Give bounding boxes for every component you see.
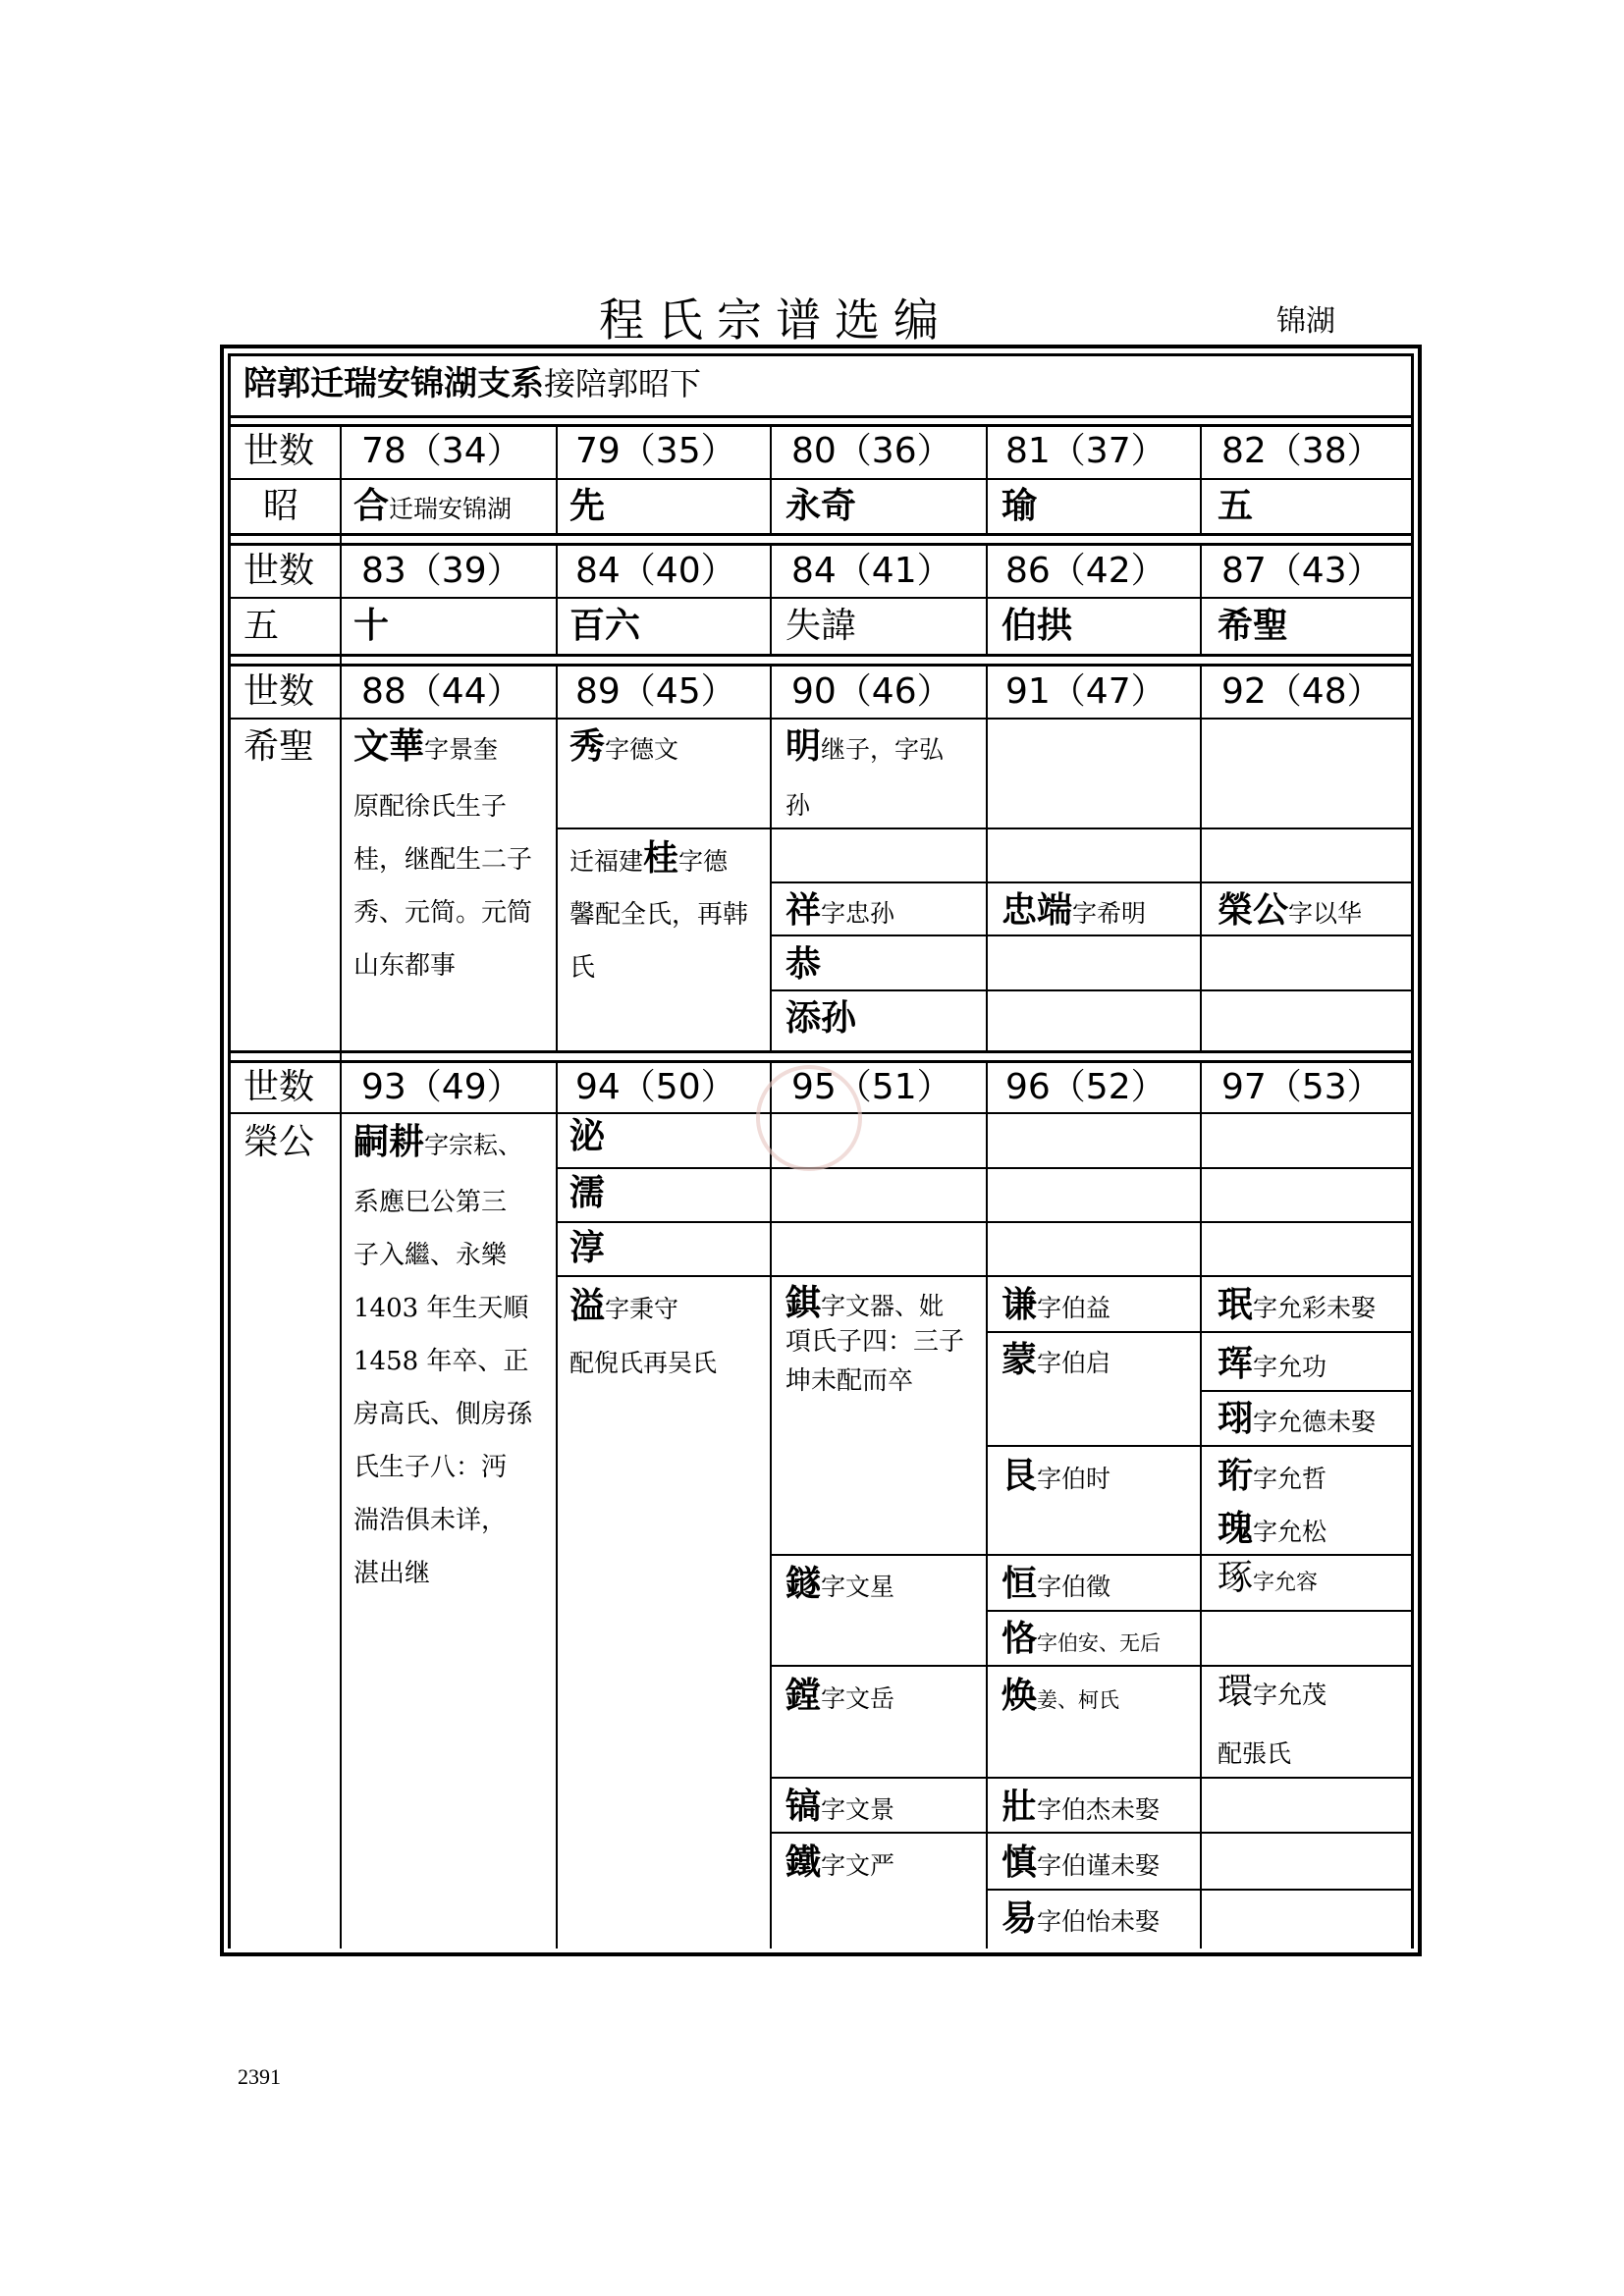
- gen-label: 世数: [244, 671, 315, 712]
- rule: [1200, 664, 1202, 1050]
- rule: [228, 1060, 1414, 1063]
- rule: [1411, 353, 1414, 1949]
- gen-97: 97（53）: [1221, 1067, 1382, 1107]
- rule: [228, 718, 1414, 720]
- rule: [770, 1832, 1414, 1834]
- gen-92: 92（48）: [1221, 671, 1382, 712]
- gen-81: 81（37）: [1005, 431, 1166, 471]
- person-xiu: 秀字德文: [569, 726, 679, 767]
- rule: [556, 543, 558, 654]
- person-tang: 鏜字文岳: [785, 1676, 895, 1716]
- gen-88: 88（44）: [361, 671, 522, 712]
- rule: [228, 533, 1414, 536]
- rule: [228, 597, 1414, 599]
- person-huan2: 環字允茂: [1218, 1672, 1327, 1712]
- region-label: 锦湖: [1276, 304, 1335, 339]
- person-gong: 恭: [785, 944, 822, 985]
- person-chun: 淳: [569, 1228, 606, 1268]
- gen-93: 93（49）: [361, 1067, 522, 1107]
- rule: [556, 1060, 558, 1949]
- person-bogong: 伯拱: [1001, 606, 1073, 646]
- lead-name: 五: [244, 606, 280, 646]
- rule: [770, 1665, 1414, 1667]
- page-title: 程氏宗谱选编: [599, 294, 952, 347]
- person-min: 珉字允彩未娶: [1218, 1285, 1377, 1325]
- rule: [986, 664, 988, 1050]
- person-ming: 明继子，字弘: [785, 726, 945, 767]
- gen-89: 89（45）: [575, 671, 736, 712]
- person-gui: 迁福建桂字德: [569, 838, 729, 879]
- sigeng-note: 系應巳公第三 子入繼、永樂 1403 年生天順 1458 年卒、正 房高氏、側房孫 氏生子八：沔 湍浩俱未详， 湛出继: [353, 1188, 533, 1588]
- person-he: 合迁瑞安锦湖: [353, 486, 513, 526]
- rule: [770, 989, 1414, 991]
- gen-90: 90（46）: [791, 671, 952, 712]
- branch-name: 陪郭迁瑞安锦湖支系: [244, 364, 544, 403]
- rule: [1200, 1060, 1202, 1949]
- rule: [770, 1060, 772, 1949]
- person-heng: 珩字允哲: [1218, 1456, 1327, 1496]
- rule: [770, 1554, 1414, 1556]
- person-xu: 珝字允德未娶: [1218, 1399, 1377, 1439]
- gen-label: 世数: [244, 431, 315, 471]
- person-zhongduan: 忠端字希明: [1001, 890, 1147, 931]
- person-tiansun: 添孙: [785, 998, 857, 1039]
- yi-note: 配倪氏再吴氏: [569, 1349, 718, 1377]
- person-sui: 鐩字文星: [785, 1564, 895, 1604]
- lead-name: 榮公: [244, 1122, 315, 1162]
- rule: [770, 1777, 1414, 1779]
- gen-80: 80（36）: [791, 431, 952, 471]
- rule: [228, 654, 1414, 657]
- lead-name: 昭: [263, 486, 299, 526]
- person-bi: 泌: [569, 1116, 606, 1156]
- page-number: 2391: [238, 2064, 281, 2089]
- person-shihui: 失諱: [785, 606, 857, 646]
- rule: [770, 543, 772, 654]
- rule: [228, 353, 1414, 356]
- rule: [556, 664, 558, 1050]
- person-xian: 先: [569, 486, 606, 526]
- rule: [228, 664, 1414, 667]
- gen-96: 96（52）: [1005, 1067, 1166, 1107]
- qi-note: 項氏子四：三子 坤未配而卒: [785, 1327, 965, 1396]
- rule: [770, 934, 1414, 936]
- rule: [770, 881, 1414, 883]
- gen-79: 79（35）: [575, 431, 736, 471]
- person-heng2: 恒字伯徵: [1001, 1564, 1111, 1604]
- gen-78: 78（34）: [361, 431, 522, 471]
- rule: [556, 828, 770, 829]
- rule: [340, 424, 342, 1949]
- person-ru: 濡: [569, 1173, 606, 1213]
- person-yi: 溢字秉守: [569, 1286, 679, 1326]
- rule: [228, 415, 1414, 418]
- person-sigeng: 嗣耕字宗耘、: [353, 1122, 523, 1162]
- rule: [770, 828, 1414, 829]
- person-shi: 十: [353, 606, 390, 646]
- rule: [228, 1050, 1414, 1053]
- rule: [986, 424, 988, 533]
- gui-note: 馨配全氏，再韩 氏: [569, 900, 749, 983]
- person-ke: 恪字伯安、无后: [1001, 1619, 1162, 1659]
- person-gao: 镐字文景: [785, 1787, 895, 1827]
- person-qian: 谦字伯益: [1001, 1285, 1111, 1325]
- branch-note: 接陪郭昭下: [544, 365, 702, 402]
- person-shen: 慎字伯谨未娶: [1001, 1842, 1161, 1883]
- person-xiang: 祥字忠孙: [785, 890, 895, 931]
- person-wenhua: 文華字景奎: [353, 726, 499, 767]
- rule: [986, 1060, 988, 1949]
- person-xisheng: 希聖: [1218, 606, 1289, 646]
- person-ronggong: 榮公字以华: [1218, 890, 1363, 931]
- person-bailiu: 百六: [569, 606, 641, 646]
- rule: [986, 543, 988, 654]
- rule: [228, 478, 1414, 480]
- person-hui: 珲字允功: [1218, 1344, 1327, 1384]
- person-yi2: 易字伯怡未娶: [1001, 1898, 1161, 1939]
- rule: [228, 353, 231, 1949]
- gen-95: 95（51）: [791, 1067, 952, 1107]
- rule: [556, 424, 558, 533]
- rule: [770, 424, 772, 533]
- gen-84b: 84（41）: [791, 551, 952, 591]
- person-meng: 蒙字伯启: [1001, 1340, 1111, 1380]
- rule: [556, 1275, 1414, 1277]
- gen-label: 世数: [244, 551, 315, 591]
- gen-87: 87（43）: [1221, 551, 1382, 591]
- huan2-note: 配張氏: [1218, 1739, 1292, 1768]
- person-huan: 焕姜、柯氏: [1001, 1676, 1120, 1716]
- gen-91: 91（47）: [1005, 671, 1166, 712]
- rule: [1200, 1390, 1414, 1392]
- person-tie: 鐵字文严: [785, 1842, 895, 1883]
- ming-note: 孙: [785, 791, 811, 820]
- lead-name: 希聖: [244, 726, 315, 767]
- person-zhuang: 壯字伯杰未娶: [1001, 1787, 1161, 1827]
- gen-84: 84（40）: [575, 551, 736, 591]
- wenhua-note: 原配徐氏生子 桂，继配生二子 秀、元简。元简 山东都事: [353, 792, 533, 981]
- gen-label: 世数: [244, 1067, 315, 1107]
- rule: [228, 543, 1414, 546]
- rule: [770, 664, 772, 1050]
- rule: [1200, 543, 1202, 654]
- gen-82: 82（38）: [1221, 431, 1382, 471]
- person-gen: 艮字伯时: [1001, 1456, 1111, 1496]
- gen-94: 94（50）: [575, 1067, 736, 1107]
- gen-83: 83（39）: [361, 551, 522, 591]
- person-tuo: 琢字允容: [1218, 1558, 1319, 1598]
- rule: [556, 1221, 1414, 1223]
- gen-86: 86（42）: [1005, 551, 1166, 591]
- rule: [228, 424, 1414, 427]
- person-qi: 錤字文器、妣: [785, 1283, 945, 1323]
- person-yongqi: 永奇: [785, 486, 857, 526]
- person-wu: 五: [1218, 486, 1254, 526]
- person-yu: 瑜: [1001, 486, 1038, 526]
- person-gui2: 瑰字允松: [1218, 1509, 1327, 1549]
- rule: [1200, 424, 1202, 533]
- branch-header: [244, 364, 702, 403]
- rule: [556, 1167, 1414, 1169]
